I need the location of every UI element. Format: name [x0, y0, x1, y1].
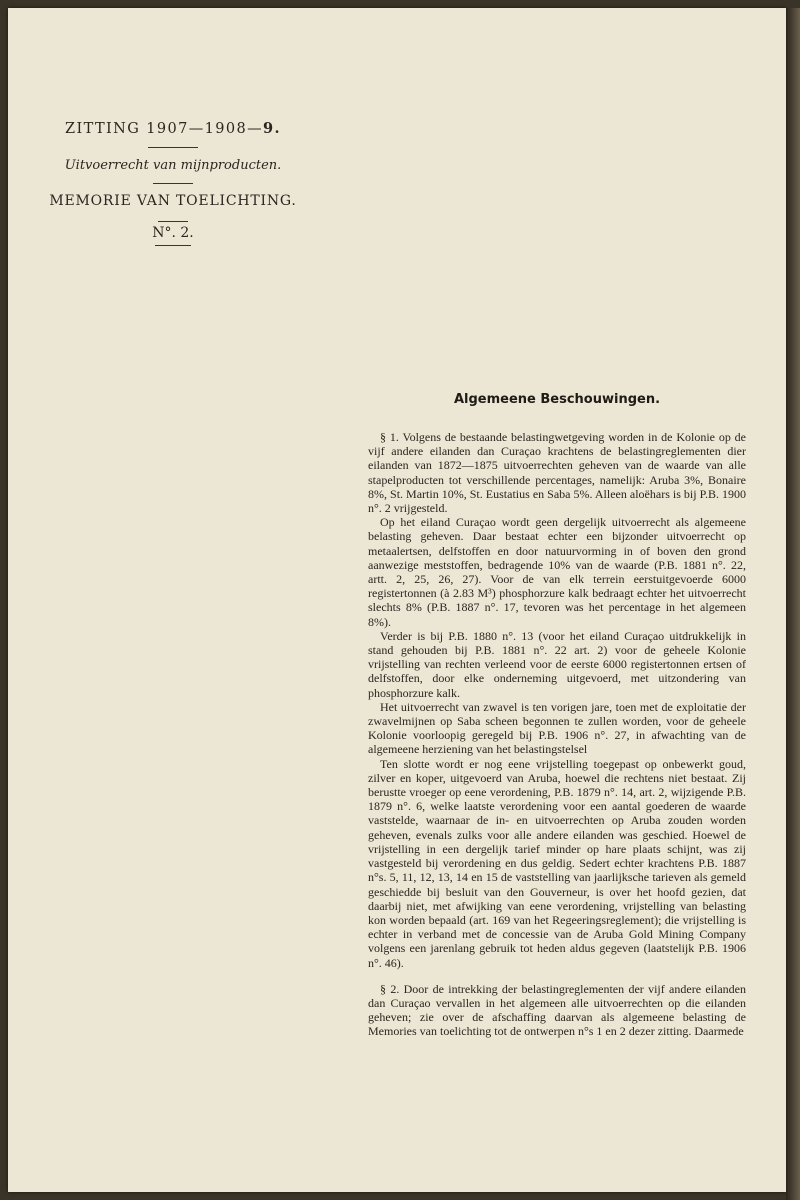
document-number: N°. 2.	[152, 225, 194, 241]
document-type: MEMORIE VAN TOELICHTING.	[49, 193, 297, 209]
divider-rule	[148, 147, 198, 148]
paragraph: Op het eiland Curaçao wordt geen dergelijk uitvoerrecht als algemeene belasting geheven. Daar bestaat echter een bijzonder uitvoerrecht op metaalertsen, delfstoffen en door natuurvorming in of boven den grond aanwezige meststoffen, bedragende 10% van de waarde (P.B. 1881 n°. 22, artt. 2, 25, 26, 27). Voor de van elk terrein eerstuitgevoerde 6000 registertonnen (à 2.83 M³) phosphorzure kalk bedraagt echter het uitvoerrecht slechts 8% (P.B. 1887 n°. 17, tevoren was het percentage in het algemeen 8%).	[368, 515, 746, 629]
divider-rule	[158, 221, 188, 222]
sitting-prefix: ZITTING 1907—1908—	[65, 121, 264, 137]
body-text	[368, 430, 746, 1039]
divider-rule	[155, 245, 191, 246]
paragraph: § 2. Door de intrekking der belastingreglementen der vijf andere eilanden dan Curaçao vervallen in het algemeen alle uitvoerrechten op die eilanden geheven; zie over de afschaffing daarvan als algemeene belasting de Memories van toelichting tot de ontwerpen n°s 1 en 2 dezer zitting. Daarmede	[368, 981, 746, 1039]
section-title: Algemeene Beschouwingen.	[453, 392, 661, 407]
scan-edge	[786, 8, 800, 1200]
sitting-number: 9.	[263, 120, 281, 137]
document-header	[48, 120, 298, 246]
paragraph: Het uitvoerrecht van zwavel is ten vorigen jare, toen met de exploitatie der zwavelmijnen op Saba scheen begonnen te zullen worden, voor de geheele Kolonie voorloopig geregeld bij P.B. 1906 n°. 27, in afwachting van de algemeene herziening van het belastingstelsel	[368, 699, 746, 757]
divider-rule	[153, 183, 193, 184]
paragraph: § 1. Volgens de bestaande belastingwetgeving worden in de Kolonie op de vijf andere eilanden dan Curaçao krachtens de belastingreglementen dier eilanden van 1872—1875 uitvoerrechten geheven van de waarde van alle stapelproducten tot verschillende percentages, namelijk: Aruba 3%, Bonaire 8%, St. Martin 10%, St. Eustatius en Saba 5%. Alleen aloëhars is bij P.B. 1900 n°. 2 vrijgesteld.	[368, 430, 746, 516]
document-subtitle: Uitvoerrecht van mijnproducten.	[64, 158, 282, 173]
paragraph: Ten slotte wordt er nog eene vrijstelling toegepast op onbewerkt goud, zilver en koper, uitgevoerd van Aruba, hoewel die rechtens niet bestaat. Zij berustte vroeger op eene verordening, P.B. 1879 n°. 14, art. 2, wijzigende P.B. 1879 n°. 6, welke laatste verordening voor een aantal goederen de waarde vaststelde, waarnaar de in- en uitvoerrechten op Aruba zouden worden geheven, evenals zulks voor alle andere eilanden was geschied. Hoewel de vrijstelling in een dergelijk tarief minder op hare plaats schijnt, was zij vastgesteld bij verordening en dus geldig. Sedert echter krachtens P.B. 1887 n°s. 5, 11, 12, 13, 14 en 15 de vaststelling van jaarlijksche tarieven als gemeld geschiedde bij besluit van den Gouverneur, is over het hoofd gezien, dat daarbij niet, met afwijking van eene verordening, vrijstelling van belasting kon worden bepaald (art. 169 van het Regeeringsreglement); die vrijstelling is echter in verband met de concessie van de Aruba Gold Mining Company volgens een jarenlang gebruik tot heden aldus gegeven (laatstelijk P.B. 1906 n°. 46).	[368, 756, 746, 970]
document-page	[8, 8, 786, 1192]
paragraph: Verder is bij P.B. 1880 n°. 13 (voor het eiland Curaçao uitdrukkelijk in stand gehouden bij P.B. 1881 n°. 22 art. 2) voor de geheele Kolonie vrijstelling van rechten verleend voor de eerste 6000 registertonnen ertsen of delfstoffen, door elke onderneming uitgevoerd, met uitzondering van phosphorzure kalk.	[368, 628, 746, 700]
sitting-line	[48, 120, 298, 137]
